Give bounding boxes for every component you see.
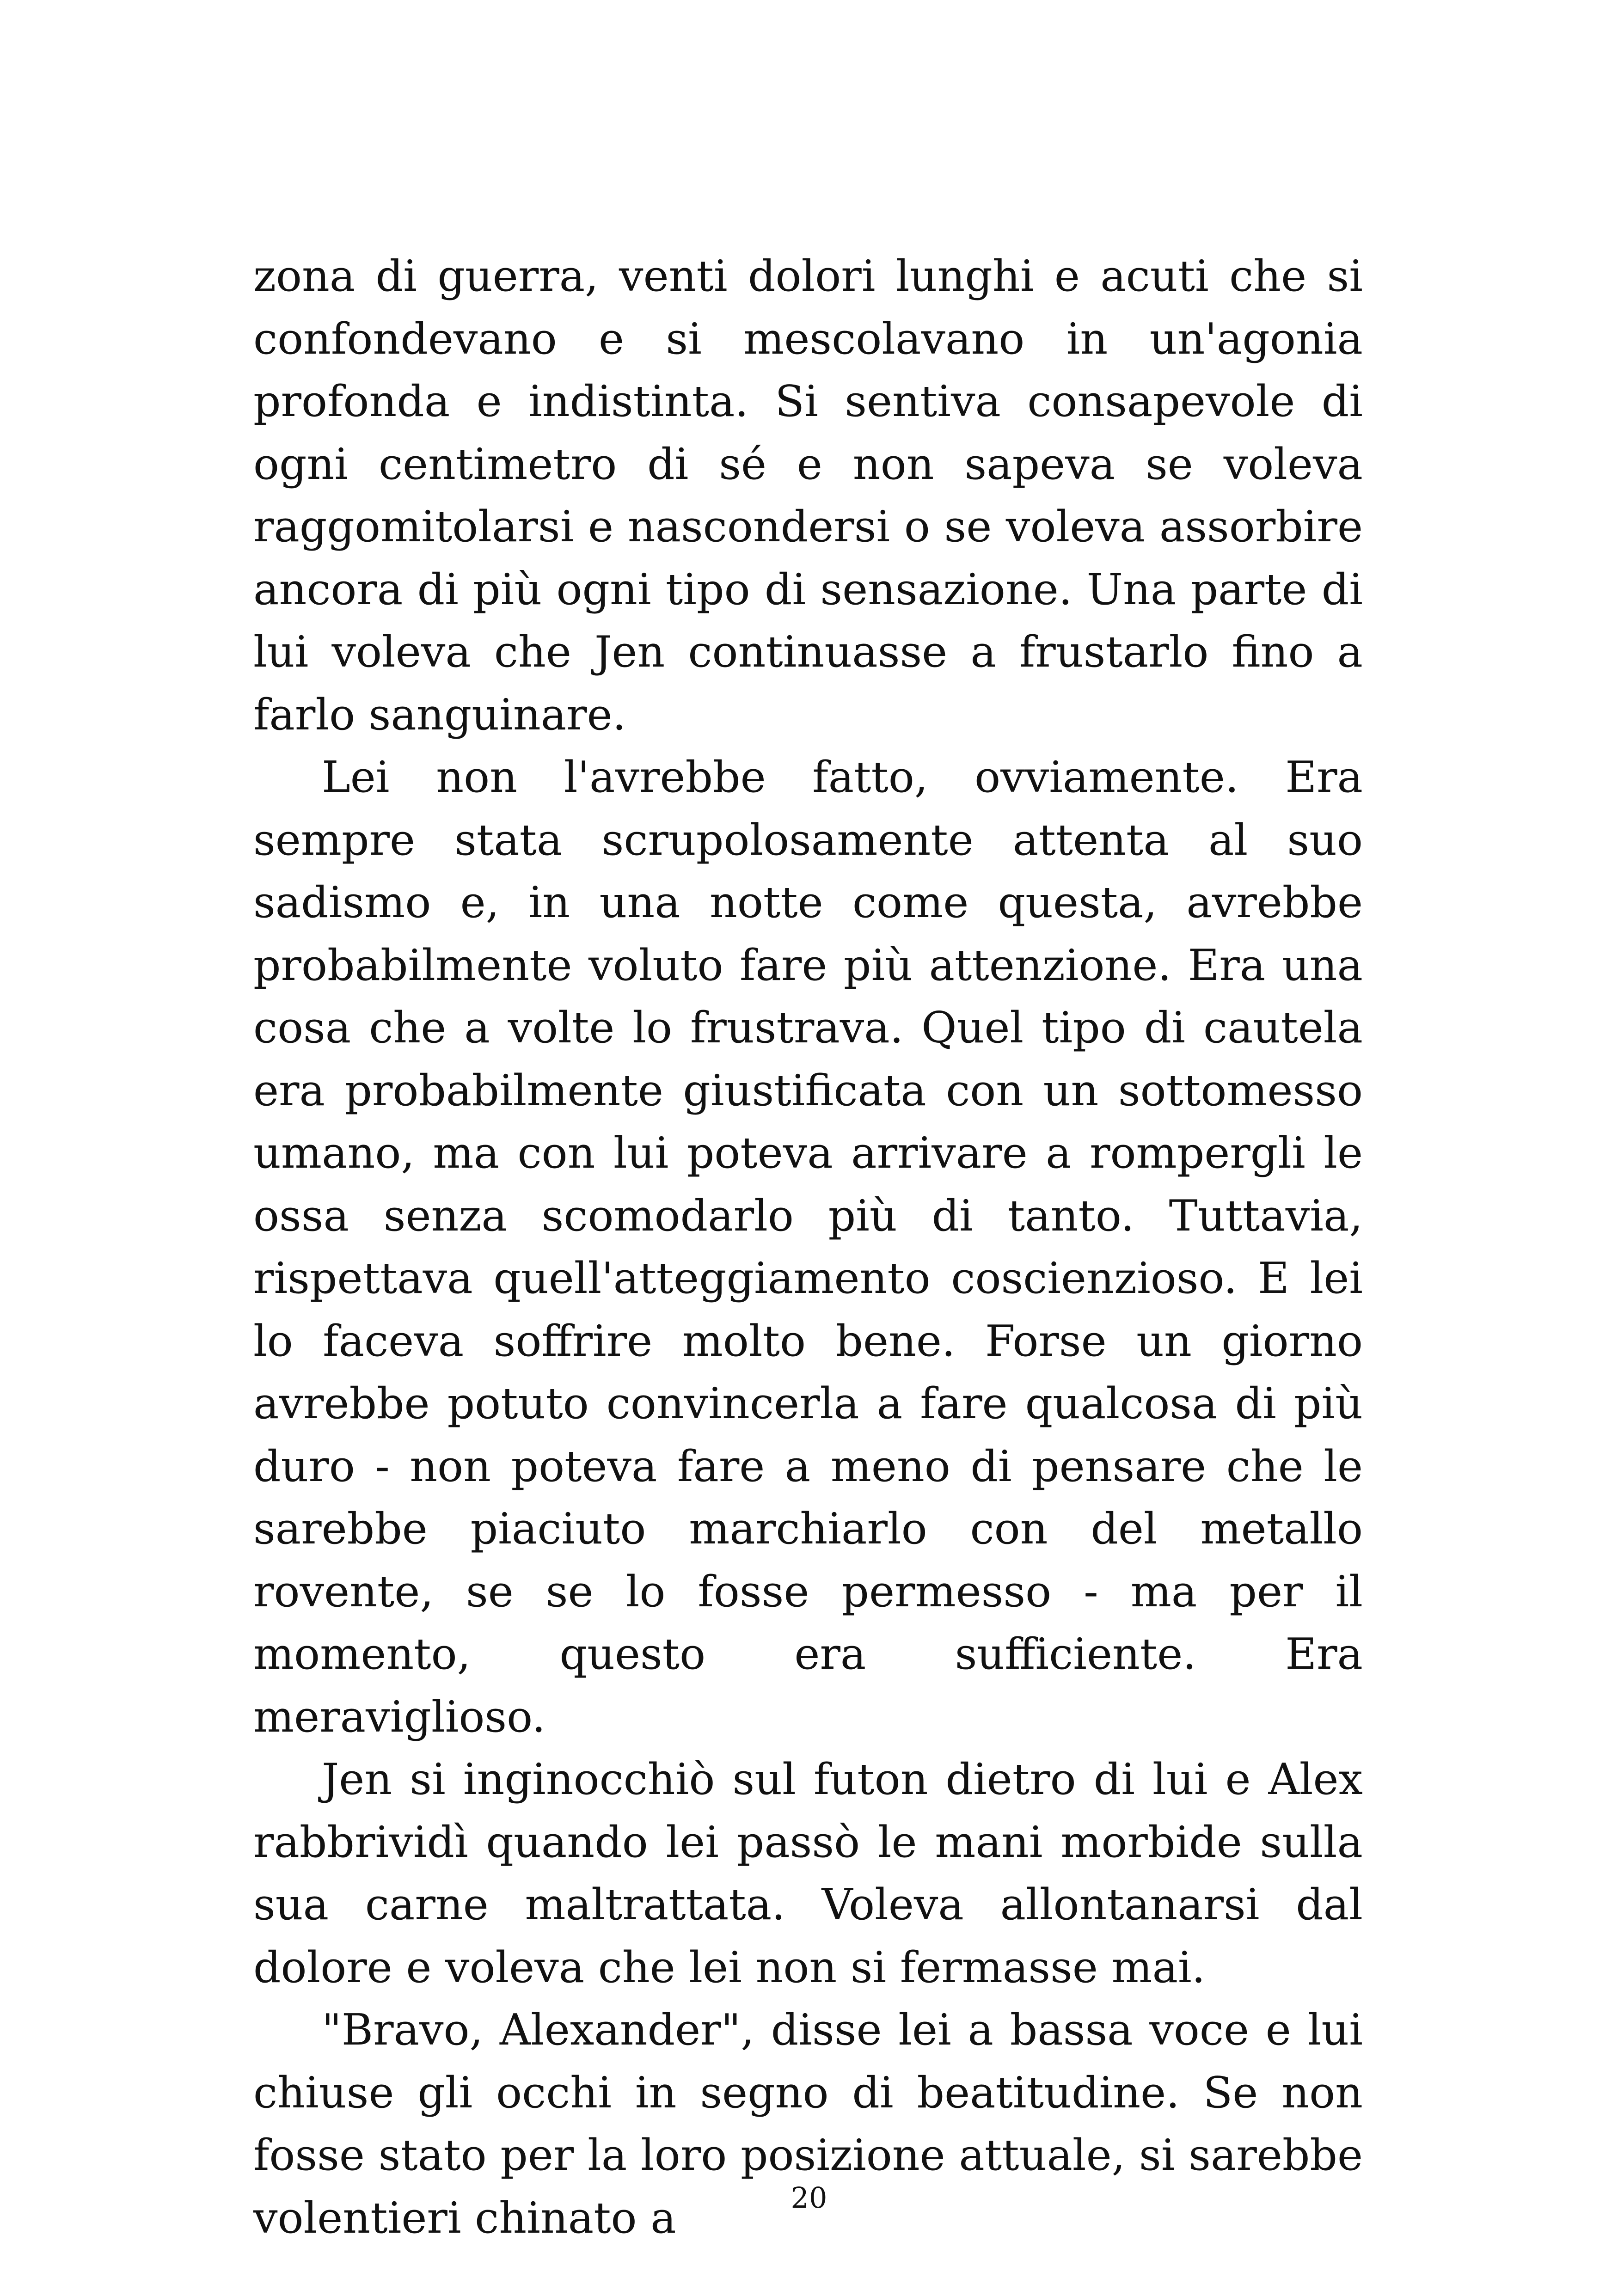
body-text [253,245,1363,2249]
paragraph: Lei non l'avrebbe fatto, ovviamente. Era sempre stata scrupolosamente attenta al suo sadismo e, in una notte come questa, avrebbe probabilmente voluto fare più attenzione. Era una cosa che a volte lo frustrava. Quel tipo di cautela era probabilmente giustificata con un sottomesso umano, ma con lui poteva arrivare a rompergli le ossa senza scomodarlo più di tanto. Tuttavia, rispettava quell'atteggiamento coscienzioso. E lei lo faceva soffrire molto bene. Forse un giorno avrebbe potuto convincerla a fare qualcosa di più duro - non poteva fare a meno di pensare che le sarebbe piaciuto marchiarlo con del metallo rovente, se se lo fosse permesso - ma per il momento, questo era sufficiente. Era meraviglioso. [253,752,1363,1742]
page-number: 20 [791,2181,827,2215]
paragraph-continuation: zona di guerra, venti dolori lunghi e acuti che si confondevano e si mescolavano in un'agonia profonda e indistinta. Si sentiva consapevole di ogni centimetro di sé e non sapeva se voleva raggomitolarsi e nascondersi o se voleva assorbire ancora di più ogni tipo di sensazione. Una parte di lui voleva che Jen continuasse a frustarlo fino a farlo sanguinare. [253,251,1363,740]
paragraph: Jen si inginocchiò sul futon dietro di lui e Alex rabbrividì quando lei passò le mani morbide sulla sua carne maltrattata. Voleva allontanarsi dal dolore e voleva che lei non si fermasse mai. [253,1754,1363,1992]
paragraph: "Bravo, Alexander", disse lei a bassa voce e lui chiuse gli occhi in segno di beatitudine. Se non fosse stato per la loro posizione attuale, si sarebbe volentieri chinato a [253,2005,1363,2243]
